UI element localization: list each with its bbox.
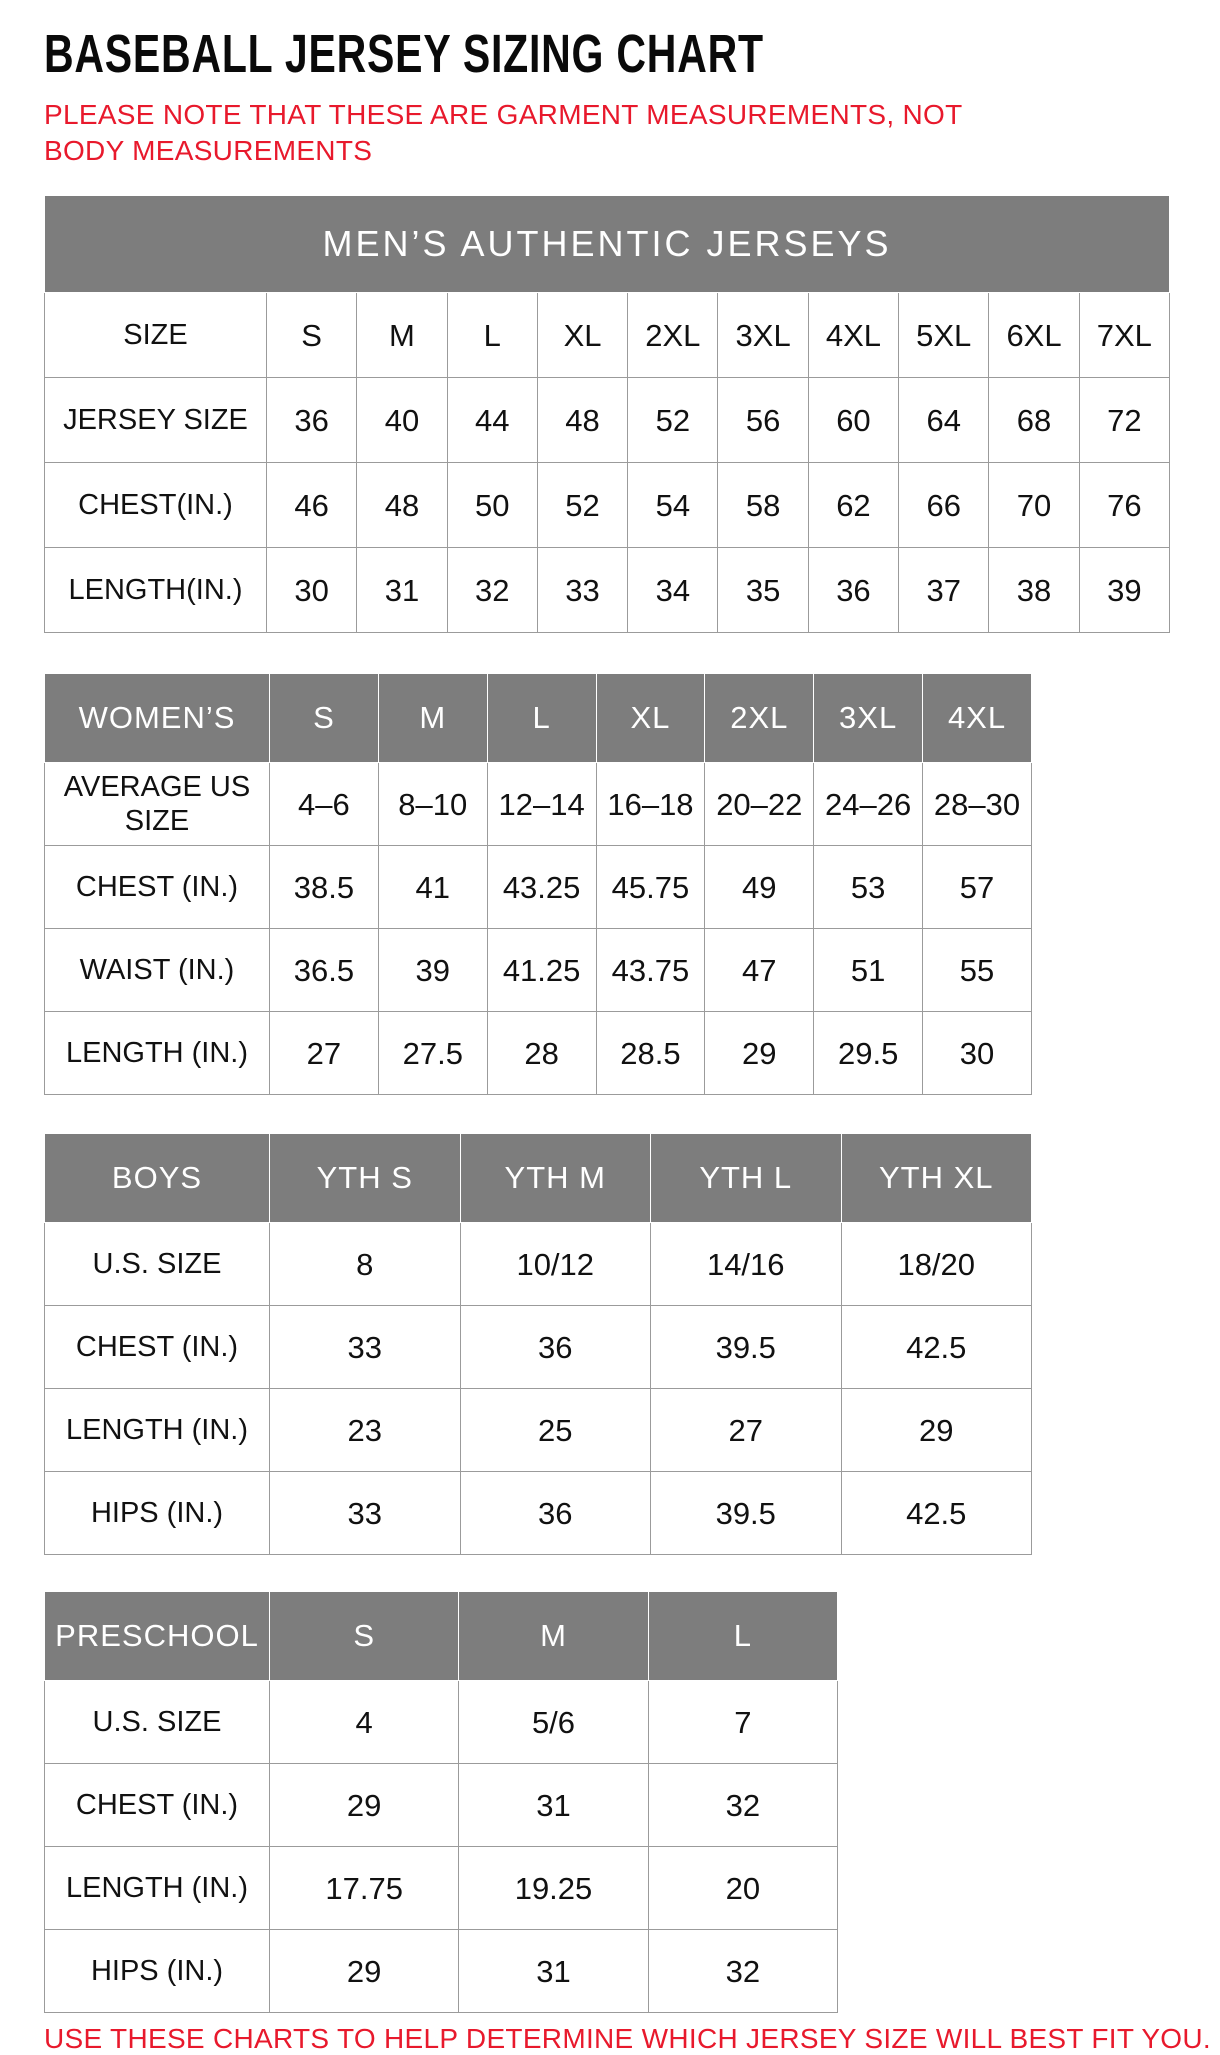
value-cell: 34 (628, 548, 718, 633)
value-cell: 29 (705, 1012, 814, 1095)
row-label: CHEST (IN.) (45, 1764, 270, 1847)
value-cell: 36.5 (270, 929, 379, 1012)
row-label: U.S. SIZE (45, 1681, 270, 1764)
value-cell: 33 (537, 548, 627, 633)
row-group-header: PRESCHOOL (45, 1592, 270, 1681)
row-label: AVERAGE US SIZE (45, 763, 270, 846)
row-label: U.S. SIZE (45, 1223, 270, 1306)
value-cell: 50 (447, 463, 537, 548)
table-header-row (45, 1134, 1032, 1223)
value-cell: 20–22 (705, 763, 814, 846)
value-cell: 43.25 (487, 846, 596, 929)
table-row (45, 1472, 1032, 1555)
value-cell: 44 (447, 378, 537, 463)
row-label: HIPS (IN.) (45, 1472, 270, 1555)
preschool-jerseys-table (44, 1591, 838, 2013)
womens-jerseys-table (44, 673, 1032, 1095)
value-cell: 41.25 (487, 929, 596, 1012)
column-header: L (487, 674, 596, 763)
mens-authentic-jerseys-table (44, 195, 1170, 633)
row-label: CHEST (IN.) (45, 1306, 270, 1389)
footer-fit-note: USE THESE CHARTS TO HELP DETERMINE WHICH JERSEY SIZE WILL BEST FIT YOU. (44, 2023, 1211, 2055)
value-cell: 33 (270, 1472, 461, 1555)
value-cell: 45.75 (596, 846, 705, 929)
value-cell: 12–14 (487, 763, 596, 846)
table-row (45, 929, 1032, 1012)
column-header: XL (596, 674, 705, 763)
row-label: LENGTH (IN.) (45, 1847, 270, 1930)
value-cell: M (357, 293, 447, 378)
column-header: 2XL (705, 674, 814, 763)
value-cell: 30 (923, 1012, 1032, 1095)
men-table-banner: MEN’S AUTHENTIC JERSEYS (45, 196, 1170, 293)
table-header-row (45, 674, 1032, 763)
value-cell: 38.5 (270, 846, 379, 929)
value-cell: 60 (808, 378, 898, 463)
value-cell: 57 (923, 846, 1032, 929)
row-label: CHEST(IN.) (45, 463, 267, 548)
value-cell: 8 (270, 1223, 461, 1306)
page-title-text: BASEBALL JERSEY SIZING CHART (44, 24, 764, 84)
value-cell: 46 (267, 463, 357, 548)
value-cell: 40 (357, 378, 447, 463)
value-cell: 18/20 (841, 1223, 1032, 1306)
value-cell: 53 (814, 846, 923, 929)
value-cell: 38 (989, 548, 1079, 633)
row-label: LENGTH(IN.) (45, 548, 267, 633)
value-cell: 28.5 (596, 1012, 705, 1095)
value-cell: 39 (1079, 548, 1169, 633)
value-cell: 36 (460, 1472, 651, 1555)
value-cell: 36 (808, 548, 898, 633)
value-cell: L (447, 293, 537, 378)
value-cell: 39.5 (651, 1306, 842, 1389)
column-header: L (648, 1592, 837, 1681)
value-cell: 27 (651, 1389, 842, 1472)
value-cell: 58 (718, 463, 808, 548)
value-cell: 29.5 (814, 1012, 923, 1095)
column-header: 4XL (923, 674, 1032, 763)
table-row (45, 1847, 838, 1930)
table-row (45, 1681, 838, 1764)
value-cell: 68 (989, 378, 1079, 463)
value-cell: 7 (648, 1681, 837, 1764)
value-cell: 33 (270, 1306, 461, 1389)
column-header: 3XL (814, 674, 923, 763)
value-cell: 66 (899, 463, 989, 548)
row-group-header: BOYS (45, 1134, 270, 1223)
value-cell: 64 (899, 378, 989, 463)
value-cell: 32 (648, 1930, 837, 2013)
value-cell: 37 (899, 548, 989, 633)
value-cell: 72 (1079, 378, 1169, 463)
boys-jerseys-table (44, 1133, 1032, 1555)
table-row (45, 846, 1032, 929)
value-cell: 43.75 (596, 929, 705, 1012)
value-cell: 51 (814, 929, 923, 1012)
value-cell: 41 (378, 846, 487, 929)
column-header: M (459, 1592, 648, 1681)
value-cell: 27.5 (378, 1012, 487, 1095)
value-cell: 6XL (989, 293, 1079, 378)
value-cell: 39 (378, 929, 487, 1012)
value-cell: 54 (628, 463, 718, 548)
value-cell: 4–6 (270, 763, 379, 846)
value-cell: 29 (270, 1764, 459, 1847)
table-row (45, 763, 1032, 846)
value-cell: 16–18 (596, 763, 705, 846)
table-row (45, 293, 1170, 378)
value-cell: 24–26 (814, 763, 923, 846)
value-cell: XL (537, 293, 627, 378)
value-cell: 14/16 (651, 1223, 842, 1306)
row-group-header: WOMEN’S (45, 674, 270, 763)
value-cell: 5XL (899, 293, 989, 378)
value-cell: 28 (487, 1012, 596, 1095)
row-label: LENGTH (IN.) (45, 1012, 270, 1095)
table-row (45, 548, 1170, 633)
table-row (45, 1223, 1032, 1306)
value-cell: 31 (459, 1930, 648, 2013)
table-row (45, 1764, 838, 1847)
table-row (45, 1389, 1032, 1472)
row-label: WAIST (IN.) (45, 929, 270, 1012)
column-header: M (378, 674, 487, 763)
value-cell: 35 (718, 548, 808, 633)
column-header: S (270, 1592, 459, 1681)
table-header-row (45, 1592, 838, 1681)
value-cell: 49 (705, 846, 814, 929)
value-cell: 32 (447, 548, 537, 633)
value-cell: 23 (270, 1389, 461, 1472)
value-cell: 28–30 (923, 763, 1032, 846)
value-cell: 4 (270, 1681, 459, 1764)
row-label: SIZE (45, 293, 267, 378)
column-header: YTH S (270, 1134, 461, 1223)
value-cell: 42.5 (841, 1306, 1032, 1389)
row-label: JERSEY SIZE (45, 378, 267, 463)
garment-measurement-note: PLEASE NOTE THAT THESE ARE GARMENT MEASUREMENTS, NOT BODY MEASUREMENTS (44, 98, 963, 167)
value-cell: 30 (267, 548, 357, 633)
value-cell: 70 (989, 463, 1079, 548)
row-label: HIPS (IN.) (45, 1930, 270, 2013)
value-cell: 10/12 (460, 1223, 651, 1306)
value-cell: 47 (705, 929, 814, 1012)
value-cell: 29 (841, 1389, 1032, 1472)
column-header: YTH XL (841, 1134, 1032, 1223)
value-cell: 56 (718, 378, 808, 463)
value-cell: 3XL (718, 293, 808, 378)
value-cell: 4XL (808, 293, 898, 378)
page-title (44, 26, 1190, 83)
column-header: YTH M (460, 1134, 651, 1223)
table-row (45, 1012, 1032, 1095)
value-cell: 55 (923, 929, 1032, 1012)
table-row (45, 378, 1170, 463)
row-label: LENGTH (IN.) (45, 1389, 270, 1472)
value-cell: 17.75 (270, 1847, 459, 1930)
value-cell: 19.25 (459, 1847, 648, 1930)
value-cell: 8–10 (378, 763, 487, 846)
value-cell: 7XL (1079, 293, 1169, 378)
value-cell: 52 (537, 463, 627, 548)
column-header: S (270, 674, 379, 763)
value-cell: 42.5 (841, 1472, 1032, 1555)
value-cell: 29 (270, 1930, 459, 2013)
value-cell: 52 (628, 378, 718, 463)
table-row (45, 1306, 1032, 1389)
value-cell: 27 (270, 1012, 379, 1095)
value-cell: 76 (1079, 463, 1169, 548)
table-row (45, 1930, 838, 2013)
value-cell: 25 (460, 1389, 651, 1472)
value-cell: S (267, 293, 357, 378)
value-cell: 36 (460, 1306, 651, 1389)
value-cell: 20 (648, 1847, 837, 1930)
value-cell: 5/6 (459, 1681, 648, 1764)
value-cell: 32 (648, 1764, 837, 1847)
value-cell: 48 (537, 378, 627, 463)
value-cell: 31 (459, 1764, 648, 1847)
column-header: YTH L (651, 1134, 842, 1223)
value-cell: 2XL (628, 293, 718, 378)
row-label: CHEST (IN.) (45, 846, 270, 929)
value-cell: 31 (357, 548, 447, 633)
table-row (45, 463, 1170, 548)
value-cell: 62 (808, 463, 898, 548)
table-banner-row (45, 196, 1170, 293)
value-cell: 39.5 (651, 1472, 842, 1555)
value-cell: 36 (267, 378, 357, 463)
value-cell: 48 (357, 463, 447, 548)
